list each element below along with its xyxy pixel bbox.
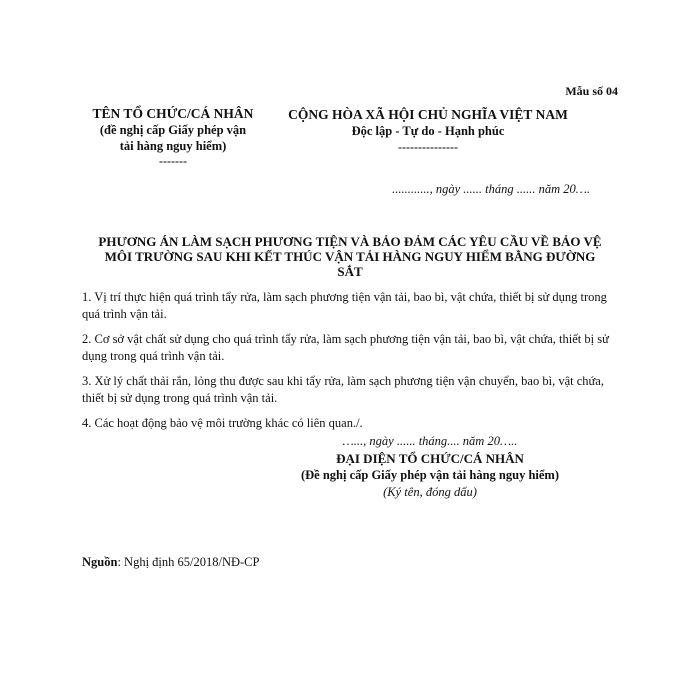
signature-date: …..., ngày ...... tháng.... năm 20….. bbox=[342, 434, 518, 448]
national-motto: Độc lập - Tự do - Hạnh phúc bbox=[351, 124, 505, 138]
body-item-2: 2. Cơ sở vật chất sử dụng cho quá trình tẩy rửa, làm sạch phương tiện vận tải, bao bì, vật chứa, thiết bị sử dụng trong quá trình vận tải. bbox=[82, 332, 609, 363]
title-line3: SẮT bbox=[337, 264, 363, 279]
body-item-1: 1. Vị trí thực hiện quá trình tẩy rửa, làm sạch phương tiện vận tải, bao bì, vật chứa, thiết bị sử dụng trong quá trình vận tải. bbox=[82, 290, 607, 321]
organization-note-line1: (đề nghị cấp Giấy phép vận bbox=[99, 123, 247, 137]
representative-note: (Đề nghị cấp Giấy phép vận tải hàng nguy hiểm) bbox=[300, 468, 560, 482]
national-header bbox=[268, 106, 588, 154]
source-separator: : bbox=[117, 555, 125, 569]
organization-name: TÊN TỔ CHỨC/CÁ NHÂN bbox=[92, 106, 254, 121]
source-label: Nguồn bbox=[82, 555, 118, 569]
sign-hint: (Ký tên, đóng dấu) bbox=[383, 485, 477, 499]
organization-note-line2: tải hàng nguy hiểm) bbox=[119, 139, 227, 153]
document-body bbox=[82, 289, 622, 440]
document-title bbox=[70, 234, 630, 279]
body-item-4: 4. Các hoạt động bảo vệ môi trường khác có liên quan./. bbox=[82, 416, 363, 430]
source-line bbox=[82, 555, 259, 570]
nation-name: CỘNG HÒA XÃ HỘI CHỦ NGHĨA VIỆT NAM bbox=[288, 107, 568, 122]
representative-title: ĐẠI DIỆN TỔ CHỨC/CÁ NHÂN bbox=[336, 451, 524, 466]
signature-block bbox=[270, 433, 590, 501]
organization-header bbox=[78, 106, 268, 168]
body-item-3: 3. Xử lý chất thải rắn, lỏng thu được sau khi tẩy rửa, làm sạch phương tiện vận chuyển, bao bì, vật chứa, thiết bị sử dụng trong quá trình vận tải. bbox=[82, 374, 604, 405]
place-date-line: ............, ngày ...... tháng ...... năm 20…. bbox=[392, 182, 590, 196]
national-separator: --------------- bbox=[398, 140, 458, 154]
title-line1: PHƯƠNG ÁN LÀM SẠCH PHƯƠNG TIỆN VÀ BẢO ĐẢM CÁC YÊU CẦU VỀ BẢO VỆ bbox=[98, 234, 602, 249]
organization-separator: ------- bbox=[159, 154, 187, 168]
form-number: Mẫu số 04 bbox=[565, 84, 618, 98]
title-line2: MÔI TRƯỜNG SAU KHI KẾT THÚC VẬN TẢI HÀNG NGUY HIỂM BẰNG ĐƯỜNG bbox=[104, 249, 596, 264]
source-value: Nghị định 65/2018/NĐ-CP bbox=[124, 555, 260, 569]
